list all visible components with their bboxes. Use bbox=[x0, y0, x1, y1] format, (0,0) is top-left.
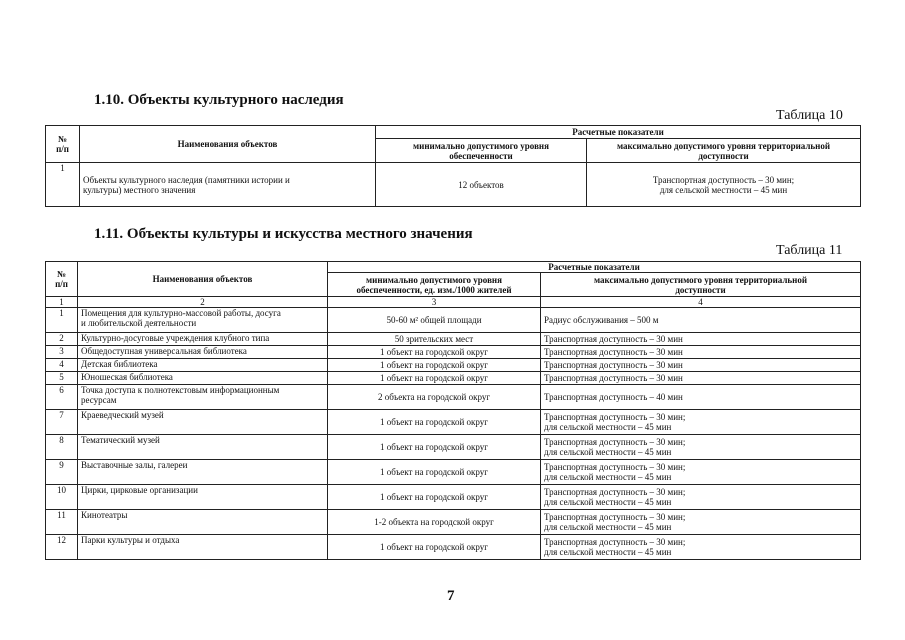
t11-row-num: 4 bbox=[46, 359, 78, 372]
page-number: 7 bbox=[447, 588, 455, 604]
t11-row-min: 1 объект на городской округ bbox=[328, 410, 541, 435]
t11-header-group: Расчетные показатели bbox=[328, 262, 861, 273]
t11-row-max: Транспортная доступность – 30 мин bbox=[541, 346, 861, 359]
table-row bbox=[46, 308, 861, 333]
t11-row-name: Выставочные залы, галереи bbox=[78, 460, 328, 485]
section11-heading: 1.11. Объекты культуры и искусства местного значения bbox=[94, 226, 473, 242]
table-row bbox=[46, 372, 861, 385]
table11-caption: Таблица 11 bbox=[776, 243, 843, 258]
t11-row-min: 1 объект на городской округ bbox=[328, 485, 541, 510]
t10-row-name: Объекты культурного наследия (памятники истории и культуры) местного значения bbox=[80, 163, 376, 207]
t11-row-name: Помещения для культурно-массовой работы, досуга и любительской деятельности bbox=[78, 308, 328, 333]
table10 bbox=[45, 125, 861, 207]
t11-row-name: Тематический музей bbox=[78, 435, 328, 460]
table10-caption: Таблица 10 bbox=[776, 108, 843, 123]
t11-row-num: 5 bbox=[46, 372, 78, 385]
t11-row-max: Транспортная доступность – 30 мин; для сельской местности – 45 мин bbox=[541, 435, 861, 460]
t11-row-max: Транспортная доступность – 30 мин bbox=[541, 372, 861, 385]
t11-row-num: 2 bbox=[46, 333, 78, 346]
t11-colnum: 2 bbox=[78, 297, 328, 308]
table11 bbox=[45, 261, 861, 560]
t11-row-max: Транспортная доступность – 30 мин; для сельской местности – 45 мин bbox=[541, 460, 861, 485]
t11-row-max: Транспортная доступность – 30 мин; для сельской местности – 45 мин bbox=[541, 485, 861, 510]
t11-row-max: Транспортная доступность – 30 мин; для сельской местности – 45 мин bbox=[541, 410, 861, 435]
table-row bbox=[46, 460, 861, 485]
t11-colnum: 4 bbox=[541, 297, 861, 308]
t11-row-name: Точка доступа к полнотекстовым информационным ресурсам bbox=[78, 385, 328, 410]
t11-row-name: Культурно-досуговые учреждения клубного типа bbox=[78, 333, 328, 346]
table-row bbox=[46, 435, 861, 460]
t10-header-max: максимально допустимого уровня территориальной доступности bbox=[587, 139, 861, 163]
t11-row-num: 7 bbox=[46, 410, 78, 435]
t11-row-min: 50-60 м² общей площади bbox=[328, 308, 541, 333]
table-row bbox=[46, 346, 861, 359]
table-row bbox=[46, 510, 861, 535]
t11-row-num: 8 bbox=[46, 435, 78, 460]
t11-row-name: Цирки, цирковые организации bbox=[78, 485, 328, 510]
t10-header-min: минимально допустимого уровня обеспеченности bbox=[376, 139, 587, 163]
t10-header-num: № п/п bbox=[46, 126, 80, 163]
t11-row-min: 1 объект на городской округ bbox=[328, 359, 541, 372]
table-row bbox=[46, 410, 861, 435]
t11-row-name: Кинотеатры bbox=[78, 510, 328, 535]
t11-row-num: 6 bbox=[46, 385, 78, 410]
t10-header-group: Расчетные показатели bbox=[376, 126, 861, 139]
t11-row-max: Транспортная доступность – 30 мин; для сельской местности – 45 мин bbox=[541, 535, 861, 560]
t11-row-num: 3 bbox=[46, 346, 78, 359]
t11-row-max: Транспортная доступность – 40 мин bbox=[541, 385, 861, 410]
table-row bbox=[46, 333, 861, 346]
t10-row-min: 12 объектов bbox=[376, 163, 587, 207]
t11-colnum: 1 bbox=[46, 297, 78, 308]
t10-row-max: Транспортная доступность – 30 мин; для сельской местности – 45 мин bbox=[587, 163, 861, 207]
t11-row-min: 1 объект на городской округ bbox=[328, 372, 541, 385]
t11-header-name: Наименования объектов bbox=[78, 262, 328, 297]
t11-row-min: 1 объект на городской округ bbox=[328, 346, 541, 359]
t11-body bbox=[46, 308, 861, 560]
t11-row-min: 2 объекта на городской округ bbox=[328, 385, 541, 410]
t11-colnums-row bbox=[46, 297, 861, 308]
t11-row-min: 1-2 объекта на городской округ bbox=[328, 510, 541, 535]
section10-heading: 1.10. Объекты культурного наследия bbox=[94, 92, 344, 108]
t11-row-name: Детская библиотека bbox=[78, 359, 328, 372]
t11-row-name: Краеведческий музей bbox=[78, 410, 328, 435]
t11-row-name: Юношеская библиотека bbox=[78, 372, 328, 385]
t11-row-max: Транспортная доступность – 30 мин bbox=[541, 333, 861, 346]
t11-row-name: Парки культуры и отдыха bbox=[78, 535, 328, 560]
t10-header-name: Наименования объектов bbox=[80, 126, 376, 163]
table-row bbox=[46, 359, 861, 372]
t11-header-max: максимально допустимого уровня территориальной доступности bbox=[541, 273, 861, 297]
table-row bbox=[46, 163, 861, 207]
t11-row-name: Общедоступная универсальная библиотека bbox=[78, 346, 328, 359]
t11-row-max: Радиус обслуживания – 500 м bbox=[541, 308, 861, 333]
table-row bbox=[46, 385, 861, 410]
t11-row-min: 1 объект на городской округ bbox=[328, 460, 541, 485]
table-row bbox=[46, 535, 861, 560]
t11-row-num: 11 bbox=[46, 510, 78, 535]
table-row bbox=[46, 485, 861, 510]
t11-row-max: Транспортная доступность – 30 мин; для сельской местности – 45 мин bbox=[541, 510, 861, 535]
t11-header-num: № п/п bbox=[46, 262, 78, 297]
t11-row-min: 1 объект на городской округ bbox=[328, 435, 541, 460]
t11-row-num: 9 bbox=[46, 460, 78, 485]
t10-row-num: 1 bbox=[46, 163, 80, 207]
t11-row-num: 1 bbox=[46, 308, 78, 333]
t11-colnum: 3 bbox=[328, 297, 541, 308]
t11-header-min: минимально допустимого уровня обеспеченности, ед. изм./1000 жителей bbox=[328, 273, 541, 297]
t11-row-min: 1 объект на городской округ bbox=[328, 535, 541, 560]
t11-row-min: 50 зрительских мест bbox=[328, 333, 541, 346]
t11-row-max: Транспортная доступность – 30 мин bbox=[541, 359, 861, 372]
t11-row-num: 10 bbox=[46, 485, 78, 510]
t11-row-num: 12 bbox=[46, 535, 78, 560]
